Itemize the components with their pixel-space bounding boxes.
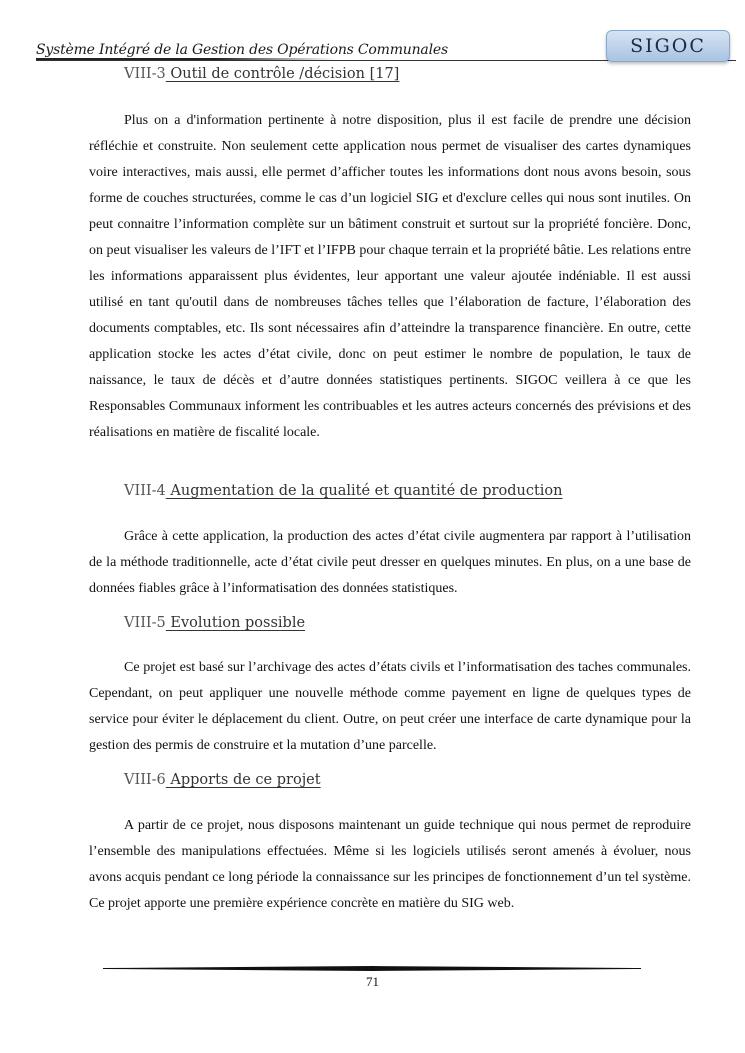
section-title: Evolution possible [165,615,306,631]
section-heading-viii-6 [124,772,321,788]
section-title: Outil de contrôle /décision [17] [165,66,400,82]
section-heading-viii-4 [124,483,562,499]
section-title: Apports de ce projet [165,772,321,788]
section-paragraph-viii-5: Ce projet est basé sur l’archivage des actes d’états civils et l’informatisation des taches communales. Cependant, on peut appliquer une nouvelle méthode comme payement en ligne de quelques types de service pour éviter le déplacement du client. Outre, on peut créer une interface de carte dynamique pour la gestion des permis de construire et la mutation d’une parcelle. [89,660,691,753]
section-title: Augmentation de la qualité et quantité de production [165,483,563,499]
section-number: VIII-5 [124,615,166,631]
footer-divider [103,966,641,971]
section-paragraph-viii-3: Plus on a d'information pertinente à notre disposition, plus il est facile de prendre une décision réfléchie et construite. Non seulement cette application nous permet de visualiser des cartes dynamiques voire interactives, mais aussi, elle permet d’afficher toutes les informations dont nous avons besoin, sous forme de couches structurées, comme le cas d’un logiciel SIG et d'exclure celles qui nous sont inutiles. On peut connaitre l’information complète sur un bâtiment construit et surtout sur la propriété foncière. Donc, on peut visualiser les valeurs de l’IFT et l’IFPB pour chaque terrain et la propriété bâtie. Les relations entre les informations apparaissent plus évidentes, leur apportant une valeur ajoutée indéniable. Il est aussi utilisé en tant qu'outil dans de nombreuses tâches telles que l’élaboration de facture, l’élaboration des documents comptables, etc. Ils sont nécessaires afin d’atteindre la transparence financière. En outre, cette application stocke les actes d’état civile, donc on peut estimer le nombre de population, le taux de naissance, le taux de décès et d’autre données statistiques pertinents. SIGOC veillera à ce que les Responsables Communaux informent les contribuables et les autres acteurs concernés des prévisions et des réalisations en matière de fiscalité locale. [89,113,691,440]
section-paragraph-viii-6: A partir de ce projet, nous disposons maintenant un guide technique qui nous permet de reproduire l’ensemble des manipulations effectuées. Même si les logiciels utilisés seront amenés à évoluer, nous avons acquis pendant ce long période la connaissance sur les principes de fonctionnement d’un tel système. Ce projet apporte une première expérience concrète en matière du SIG web. [89,818,691,911]
page-number: 71 [366,974,379,989]
section-heading-viii-5 [124,615,305,631]
running-header-title: Système Intégré de la Gestion des Opérations Communales [36,42,448,58]
section-heading-viii-3 [124,66,399,82]
section-paragraph-viii-4: Grâce à cette application, la production des actes d’état civile augmentera par rapport à l’utilisation de la méthode traditionnelle, acte d’état civile peut dresser en quelques minutes. En plus, on a une base de données fiables grâce à l’informatisation des données statistiques. [89,529,691,596]
section-number: VIII-4 [124,483,166,499]
sigoc-logo: SIGOC [606,30,730,62]
section-number: VIII-6 [124,772,166,788]
section-number: VIII-3 [124,66,166,82]
